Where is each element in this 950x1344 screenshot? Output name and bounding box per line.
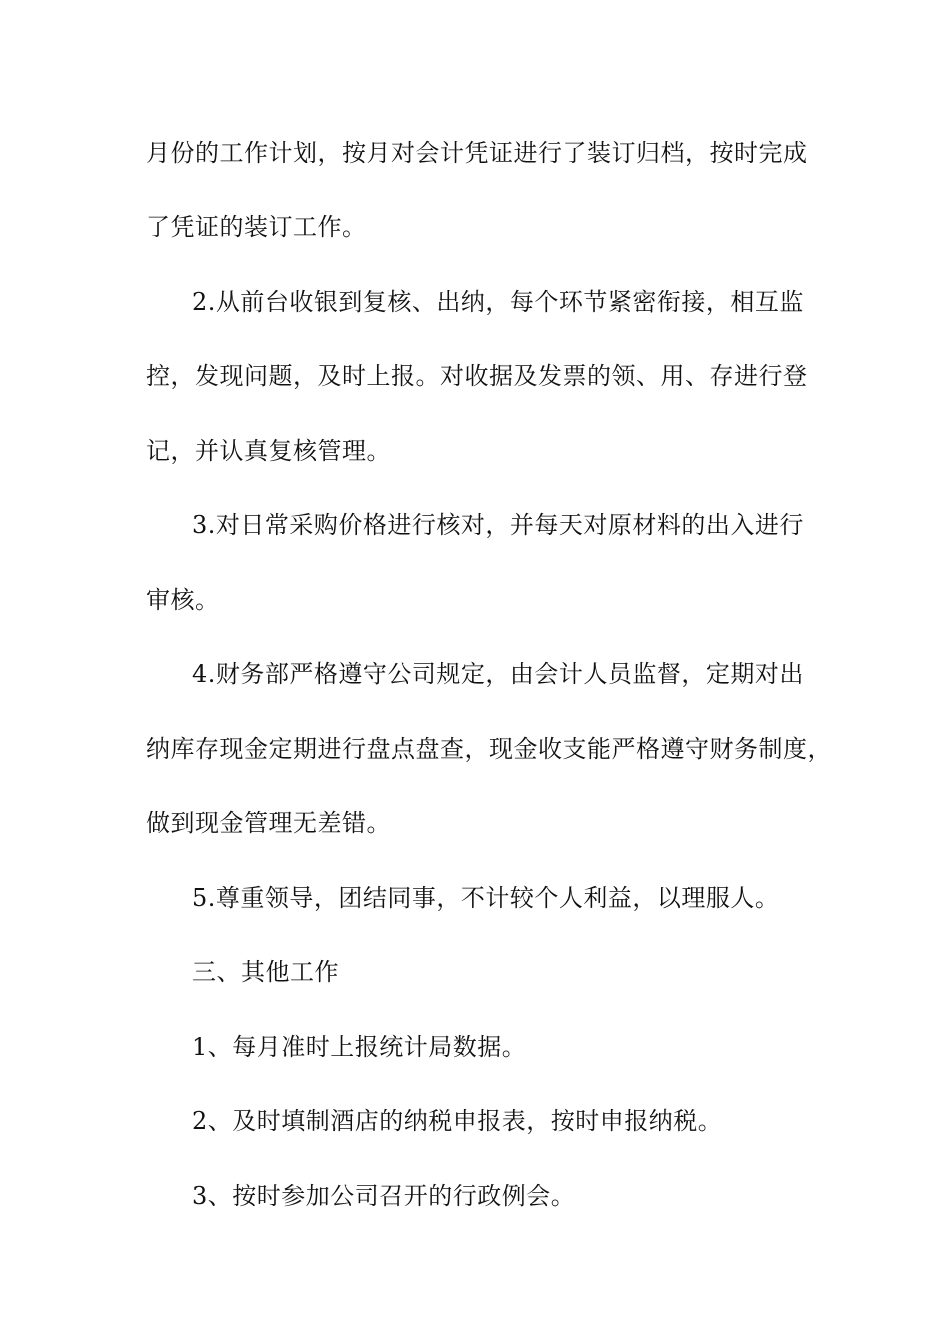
list-item-4-line: 4.财务部严格遵守公司规定，由会计人员监督，定期对出 bbox=[192, 660, 804, 688]
paragraph-line: 记，并认真复核管理。 bbox=[146, 437, 391, 465]
other-work-item-1: 1、每月准时上报统计局数据。 bbox=[192, 1033, 527, 1061]
paragraph-line: 控，发现问题，及时上报。对收据及发票的领、用、存进行登 bbox=[146, 362, 808, 390]
paragraph-line: 月份的工作计划，按月对会计凭证进行了装订归档，按时完成 bbox=[146, 139, 808, 167]
section-heading: 三、其他工作 bbox=[192, 958, 339, 986]
other-work-item-2: 2、及时填制酒店的纳税申报表，按时申报纳税。 bbox=[192, 1107, 723, 1135]
list-item-2-line: 2.从前台收银到复核、出纳，每个环节紧密衔接，相互监 bbox=[192, 288, 804, 316]
list-item-3-line: 3.对日常采购价格进行核对，并每天对原材料的出入进行 bbox=[192, 511, 804, 539]
paragraph-line: 纳库存现金定期进行盘点盘查，现金收支能严格遵守财务制度， bbox=[146, 735, 832, 763]
paragraph-line: 做到现金管理无差错。 bbox=[146, 809, 391, 837]
other-work-item-3: 3、按时参加公司召开的行政例会。 bbox=[192, 1182, 576, 1210]
paragraph-line: 审核。 bbox=[146, 586, 220, 614]
paragraph-line: 了凭证的装订工作。 bbox=[146, 213, 367, 241]
list-item-5-line: 5.尊重领导，团结同事，不计较个人利益，以理服人。 bbox=[192, 884, 780, 912]
